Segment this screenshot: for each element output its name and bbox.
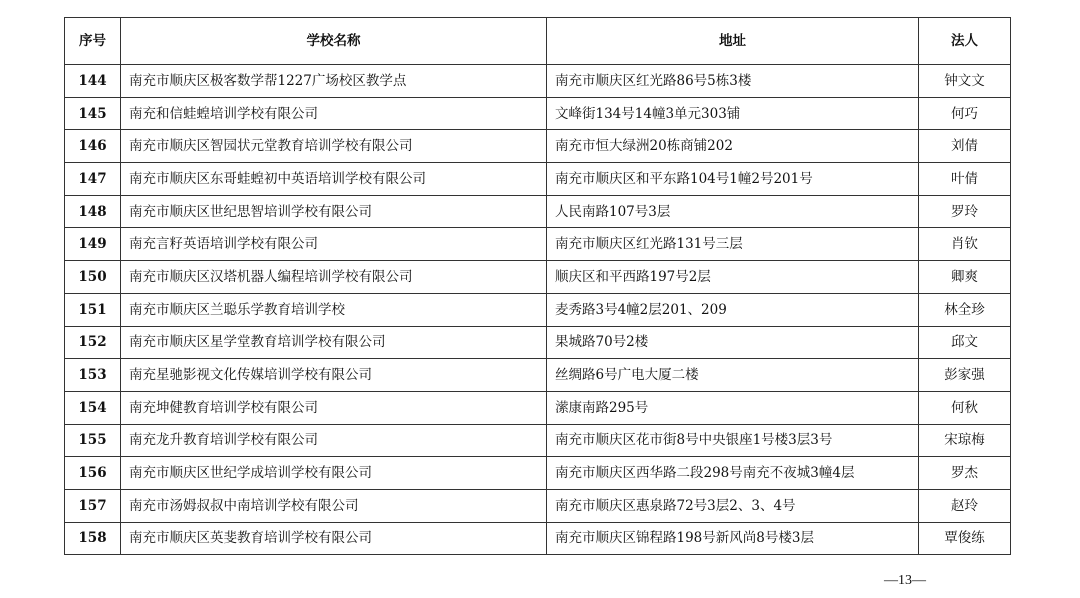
cell-address: 南充市顺庆区红光路131号三层 [547, 228, 919, 261]
table-row [65, 391, 1011, 424]
cell-no: 153 [65, 359, 121, 392]
cell-legal-person: 叶倩 [919, 163, 1011, 196]
cell-address: 文峰街134号14幢3单元303铺 [547, 97, 919, 130]
cell-school-name: 南充市顺庆区汉塔机器人编程培训学校有限公司 [121, 261, 547, 294]
cell-no: 155 [65, 424, 121, 457]
cell-school-name: 南充市顺庆区东哥蛙蝗初中英语培训学校有限公司 [121, 163, 547, 196]
cell-no: 156 [65, 457, 121, 490]
table-row [65, 228, 1011, 261]
cell-school-name: 南充和信蛙蝗培训学校有限公司 [121, 97, 547, 130]
cell-no: 154 [65, 391, 121, 424]
cell-address: 潆康南路295号 [547, 391, 919, 424]
cell-no: 157 [65, 489, 121, 522]
cell-no: 145 [65, 97, 121, 130]
cell-address: 人民南路107号3层 [547, 195, 919, 228]
table-row [65, 424, 1011, 457]
cell-address: 果城路70号2楼 [547, 326, 919, 359]
header-address: 地址 [547, 18, 919, 65]
cell-school-name: 南充市顺庆区星学堂教育培训学校有限公司 [121, 326, 547, 359]
table-row [65, 130, 1011, 163]
cell-legal-person: 赵玲 [919, 489, 1011, 522]
cell-school-name: 南充市顺庆区英斐教育培训学校有限公司 [121, 522, 547, 555]
cell-school-name: 南充龙升教育培训学校有限公司 [121, 424, 547, 457]
cell-school-name: 南充坤健教育培训学校有限公司 [121, 391, 547, 424]
cell-legal-person: 罗杰 [919, 457, 1011, 490]
cell-no: 147 [65, 163, 121, 196]
table-row [65, 359, 1011, 392]
cell-address: 麦秀路3号4幢2层201、209 [547, 293, 919, 326]
cell-no: 151 [65, 293, 121, 326]
cell-no: 158 [65, 522, 121, 555]
table-row [65, 293, 1011, 326]
table-row [65, 65, 1011, 98]
cell-school-name: 南充市顺庆区智园状元堂教育培训学校有限公司 [121, 130, 547, 163]
cell-school-name: 南充市顺庆区世纪学成培训学校有限公司 [121, 457, 547, 490]
header-school-name: 学校名称 [121, 18, 547, 65]
cell-school-name: 南充星驰影视文化传媒培训学校有限公司 [121, 359, 547, 392]
table-row [65, 97, 1011, 130]
cell-no: 150 [65, 261, 121, 294]
cell-address: 南充市恒大绿洲20栋商铺202 [547, 130, 919, 163]
cell-address: 南充市顺庆区锦程路198号新风尚8号楼3层 [547, 522, 919, 555]
cell-legal-person: 卿爽 [919, 261, 1011, 294]
cell-address: 丝绸路6号广电大厦二楼 [547, 359, 919, 392]
header-legal-person: 法人 [919, 18, 1011, 65]
cell-no: 152 [65, 326, 121, 359]
cell-address: 南充市顺庆区红光路86号5栋3楼 [547, 65, 919, 98]
cell-legal-person: 邱文 [919, 326, 1011, 359]
cell-legal-person: 肖钦 [919, 228, 1011, 261]
cell-legal-person: 彭家强 [919, 359, 1011, 392]
table-row [65, 195, 1011, 228]
cell-no: 149 [65, 228, 121, 261]
page-number: —13— [884, 573, 926, 588]
table-header-row [65, 18, 1011, 65]
cell-address: 南充市顺庆区惠泉路72号3层2、3、4号 [547, 489, 919, 522]
cell-school-name: 南充市顺庆区极客数学帮1227广场校区教学点 [121, 65, 547, 98]
cell-legal-person: 钟文文 [919, 65, 1011, 98]
cell-legal-person: 刘倩 [919, 130, 1011, 163]
cell-address: 南充市顺庆区和平东路104号1幢2号201号 [547, 163, 919, 196]
table-row [65, 489, 1011, 522]
table-row [65, 522, 1011, 555]
cell-school-name: 南充市顺庆区兰聪乐学教育培训学校 [121, 293, 547, 326]
cell-no: 146 [65, 130, 121, 163]
cell-school-name: 南充市汤姆叔叔中南培训学校有限公司 [121, 489, 547, 522]
table-row [65, 261, 1011, 294]
cell-legal-person: 林全珍 [919, 293, 1011, 326]
table-row [65, 457, 1011, 490]
cell-address: 南充市顺庆区花市街8号中央银座1号楼3层3号 [547, 424, 919, 457]
cell-address: 南充市顺庆区西华路二段298号南充不夜城3幢4层 [547, 457, 919, 490]
cell-legal-person: 宋琼梅 [919, 424, 1011, 457]
cell-legal-person: 罗玲 [919, 195, 1011, 228]
header-no: 序号 [65, 18, 121, 65]
table-body [65, 65, 1011, 555]
cell-school-name: 南充言籽英语培训学校有限公司 [121, 228, 547, 261]
cell-no: 148 [65, 195, 121, 228]
cell-no: 144 [65, 65, 121, 98]
table-row [65, 163, 1011, 196]
table-row [65, 326, 1011, 359]
school-table [64, 17, 1011, 555]
cell-legal-person: 何巧 [919, 97, 1011, 130]
cell-address: 顺庆区和平西路197号2层 [547, 261, 919, 294]
cell-legal-person: 何秋 [919, 391, 1011, 424]
cell-legal-person: 覃俊练 [919, 522, 1011, 555]
cell-school-name: 南充市顺庆区世纪思智培训学校有限公司 [121, 195, 547, 228]
